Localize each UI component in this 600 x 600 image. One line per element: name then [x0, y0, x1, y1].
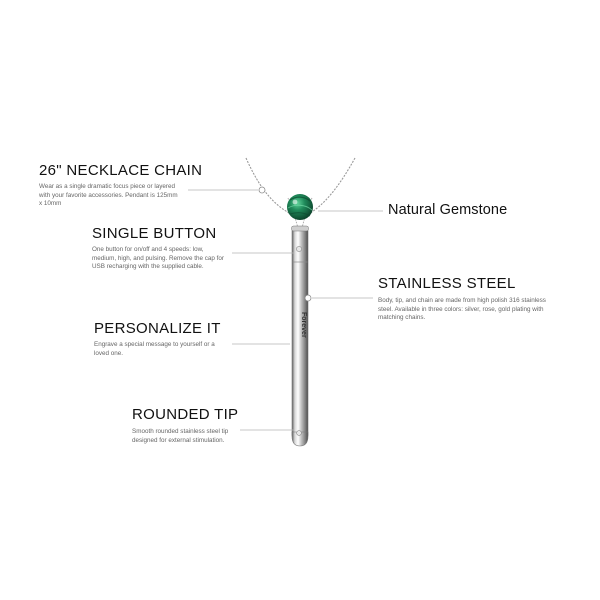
button-description: One button for on/off and 4 speeds: low, medium, high, and pulsing. Remove the cap for USB recharging with the supplied cable.	[92, 246, 224, 270]
button-title: SINGLE BUTTON	[92, 225, 217, 242]
engraving-text: Forever	[300, 312, 307, 338]
personalize-description: Engrave a special message to yourself or a loved one.	[94, 341, 215, 357]
chain-title: 26" NECKLACE CHAIN	[39, 162, 203, 179]
steel-title: STAINLESS STEEL	[378, 275, 516, 292]
leader-lines	[188, 187, 383, 430]
personalize-title: PERSONALIZE IT	[94, 320, 221, 337]
leader-steel-dot	[305, 295, 311, 301]
tip-description: Smooth rounded stainless steel tip designed for external stimulation.	[132, 428, 229, 444]
chain-description: Wear as a single dramatic focus piece or layered with your favorite accessories. Pendant is 125mm x 10mm	[39, 183, 178, 207]
steel-description: Body, tip, and chain are made from high polish 316 stainless steel. Available in three colors: silver, rose, gold plating with matching chains.	[378, 297, 546, 321]
tip-title: ROUNDED TIP	[132, 406, 239, 423]
gemstone-bead	[287, 194, 313, 220]
gemstone-title: Natural Gemstone	[388, 202, 508, 218]
leader-chain-dot	[259, 187, 265, 193]
